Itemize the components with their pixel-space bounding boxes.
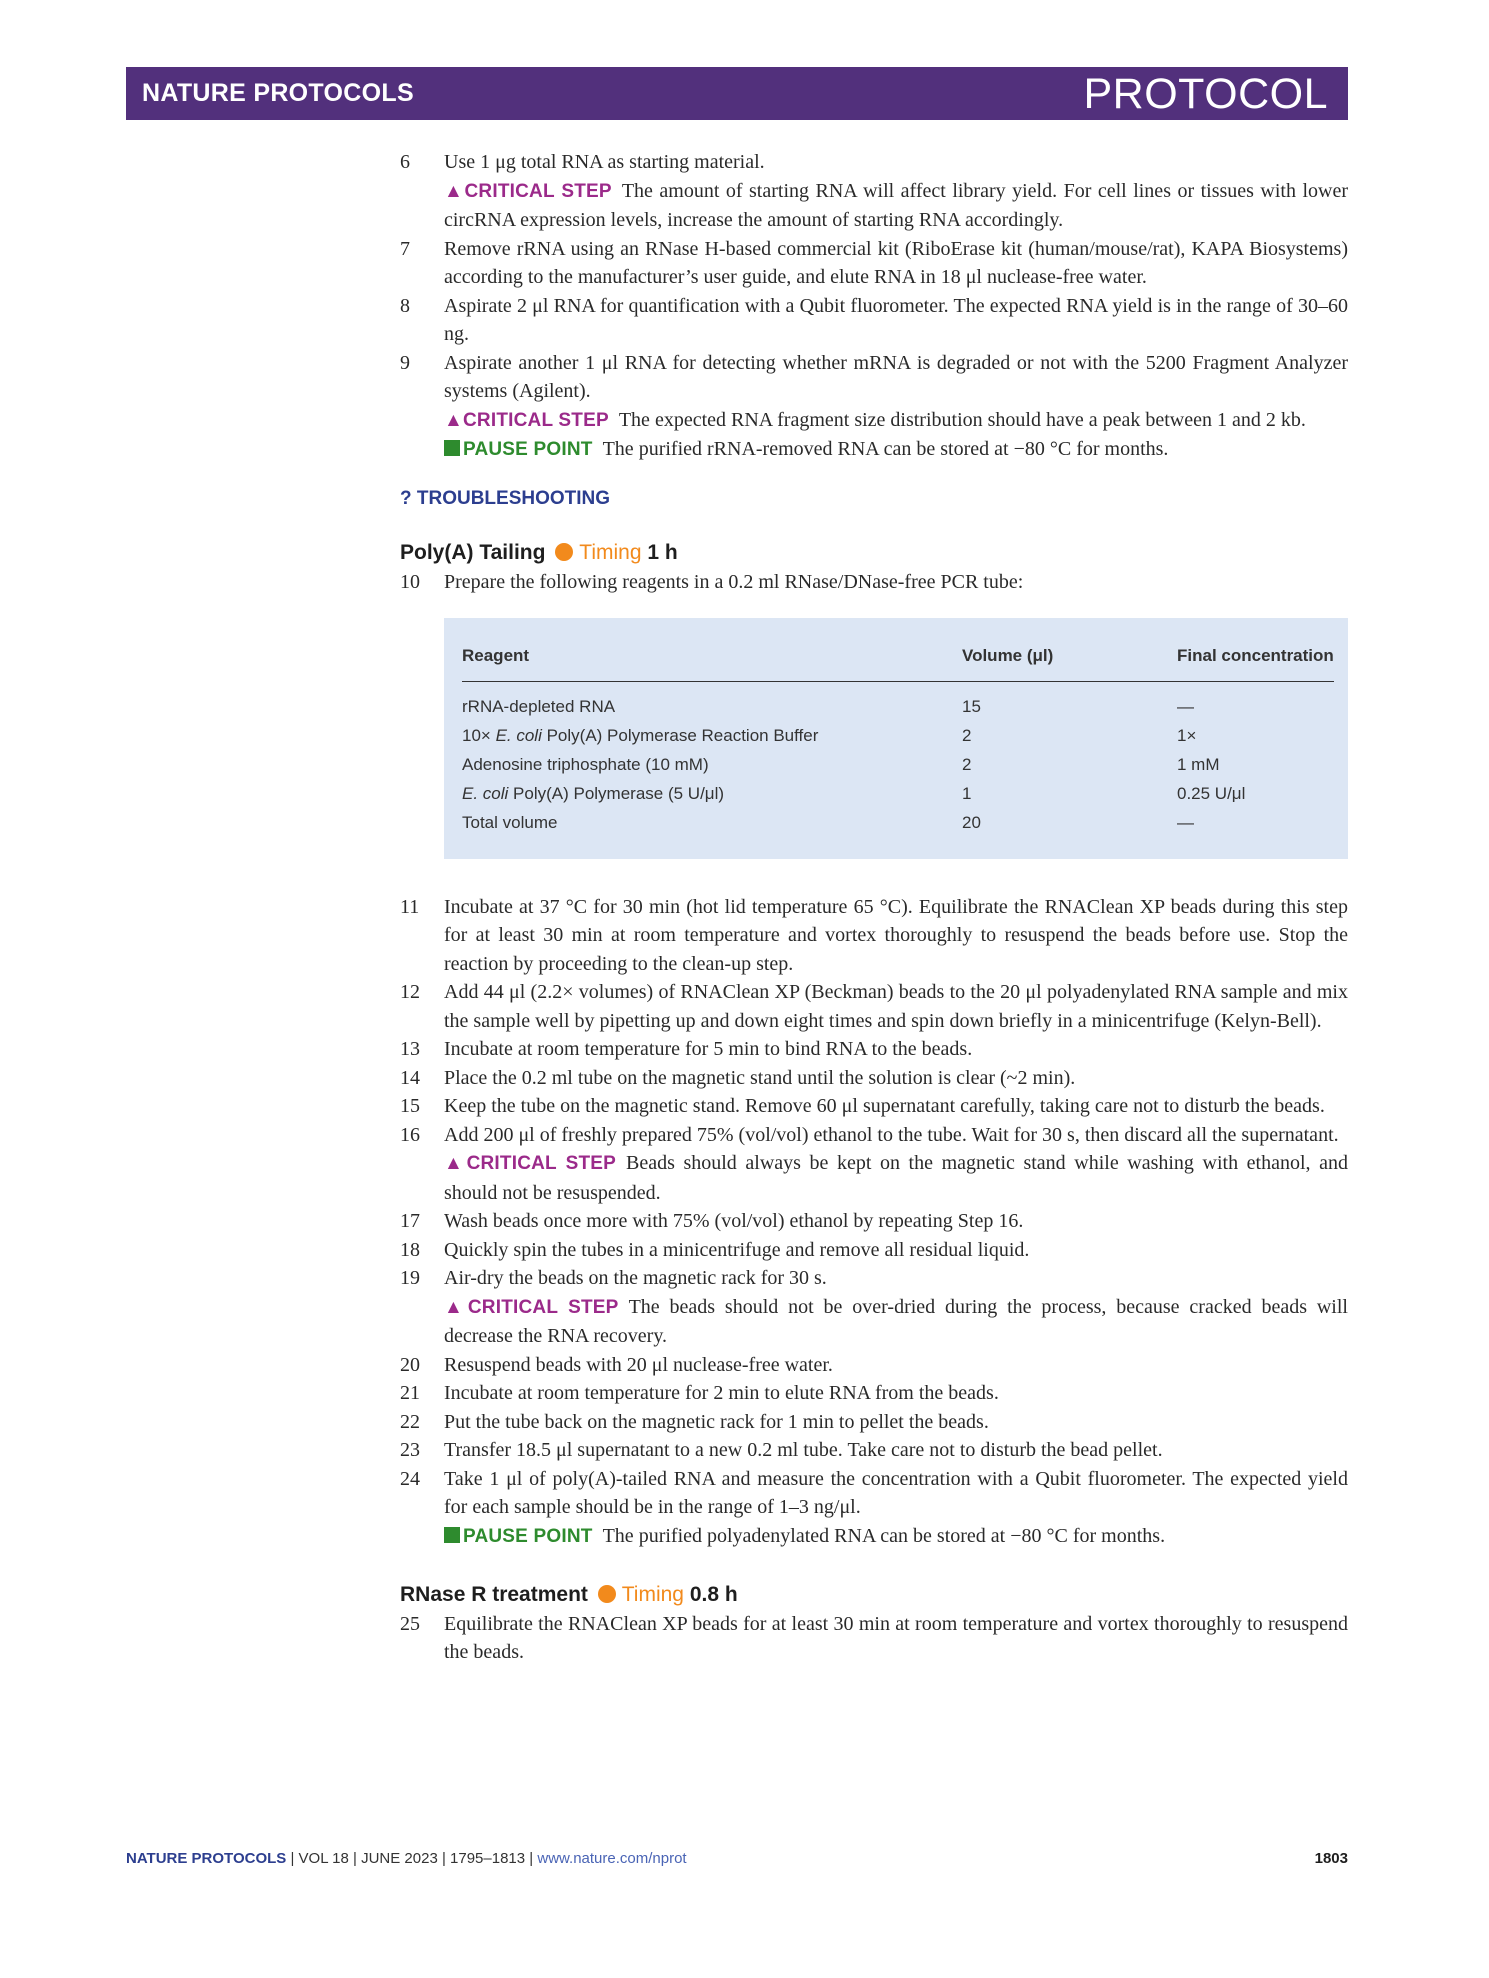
warning-triangle-icon: ▲: [444, 409, 464, 431]
final-cell: 1×: [1177, 725, 1197, 745]
section-heading-polya: [400, 539, 1348, 568]
section-heading-rnase-r: [400, 1581, 1348, 1610]
main-content: [400, 148, 1348, 1667]
timing-label: Timing: [579, 541, 642, 564]
step-number: 21: [400, 1382, 420, 1404]
reagent-cell: E. coli Poly(A) Polymerase (5 U/μl): [462, 783, 725, 803]
step-number: 24: [400, 1467, 420, 1490]
final-cell: 1 mM: [1177, 754, 1220, 774]
column-header: Reagent: [462, 632, 962, 681]
step-text: Aspirate another 1 μl RNA for detecting whether mRNA is degraded or not with the 5200 Fragment Analyzer systems (Agilent).: [444, 351, 1348, 402]
step-number: 17: [400, 1210, 420, 1232]
footer-pages: 1795–1813: [450, 1850, 526, 1867]
step-7: [400, 235, 1348, 292]
step-20: [400, 1351, 1348, 1380]
step-14: [400, 1064, 1348, 1093]
step-number: 13: [400, 1038, 420, 1060]
critical-step-label: ▲CRITICAL STEP: [444, 409, 609, 431]
step-number: 25: [400, 1612, 420, 1635]
step-text: Resuspend beads with 20 μl nuclease-free water.: [444, 1353, 833, 1376]
step-text: Incubate at room temperature for 2 min to elute RNA from the beads.: [444, 1382, 999, 1404]
pause-point-label: PAUSE POINT: [444, 439, 593, 460]
reagent-cell: Adenosine triphosphate (10 mM): [462, 754, 709, 774]
step-number: 16: [400, 1123, 420, 1146]
step-text: Use 1 μg total RNA as starting material.: [444, 151, 765, 173]
step-text: Put the tube back on the magnetic rack for 1 min to pellet the beads.: [444, 1410, 989, 1433]
header-banner: [126, 67, 1348, 120]
timing-clock-icon: [555, 543, 573, 561]
section-title: Poly(A) Tailing: [400, 541, 546, 564]
step-number: 12: [400, 981, 420, 1003]
page-number: 1803: [1314, 1850, 1348, 1867]
step-number: 14: [400, 1066, 420, 1089]
warning-triangle-icon: ▲: [444, 1296, 468, 1318]
critical-step-label: ▲CRITICAL STEP: [444, 180, 612, 202]
step-10: [400, 568, 1348, 597]
step-text: Place the 0.2 ml tube on the magnetic stand until the solution is clear (~2 min).: [444, 1066, 1076, 1089]
pause-point-note: [400, 1522, 1348, 1552]
section-title: RNase R treatment: [400, 1583, 588, 1606]
final-cell: —: [1177, 812, 1194, 832]
column-header: Volume (μl): [962, 632, 1177, 681]
step-19: [400, 1264, 1348, 1293]
final-cell: —: [1177, 696, 1194, 716]
volume-cell: 15: [962, 696, 981, 716]
final-cell: 0.25 U/μl: [1177, 783, 1246, 803]
step-25: [400, 1610, 1348, 1667]
pause-point-label: PAUSE POINT: [444, 1526, 593, 1547]
step-text: Equilibrate the RNAClean XP beads for at least 30 min at room temperature and vortex thoroughly to resuspend the beads.: [444, 1612, 1348, 1663]
step-number: 10: [400, 570, 420, 593]
pause-square-icon: [444, 440, 460, 456]
volume-cell: 1: [962, 783, 972, 803]
step-number: 18: [400, 1238, 420, 1261]
step-text: Air-dry the beads on the magnetic rack for 30 s.: [444, 1267, 827, 1289]
volume-cell: 2: [962, 754, 972, 774]
step-12: [400, 978, 1348, 1035]
step-number: 15: [400, 1095, 420, 1117]
table-header-row: [462, 632, 1334, 681]
table-row: [462, 721, 1334, 750]
pause-point-note: [400, 435, 1348, 465]
critical-text: The beads should not be over-dried during the process, because cracked beads will decrease the RNA recovery.: [444, 1295, 1348, 1347]
table-row: [462, 750, 1334, 779]
column-header: Final concentration: [1177, 632, 1334, 681]
step-number: 20: [400, 1353, 420, 1376]
step-18: [400, 1236, 1348, 1265]
step-22: [400, 1408, 1348, 1437]
step-text: Incubate at 37 °C for 30 min (hot lid temperature 65 °C). Equilibrate the RNAClean XP beads during this step for at least 30 min at room temperature and vortex thoroughly to resuspend the beads before use. Stop the reaction by proceeding to the clean-up step.: [444, 895, 1348, 975]
step-number: 8: [400, 294, 410, 317]
timing-label: Timing: [621, 1583, 684, 1606]
troubleshooting-link[interactable]: ? TROUBLESHOOTING: [400, 487, 611, 509]
timing-clock-icon: [598, 1585, 616, 1603]
step-text: Remove rRNA using an RNase H-based commercial kit (RiboErase kit (human/mouse/rat), KAPA Biosystems) according to the manufacturer’s user guide, and elute RNA in 18 μl nuclease-free water.: [444, 237, 1348, 288]
critical-step-note: [400, 1293, 1348, 1351]
footer-date: JUNE 2023: [361, 1850, 438, 1867]
critical-text: The amount of starting RNA will affect library yield. For cell lines or tissues with lower circRNA expression levels, increase the amount of starting RNA accordingly.: [444, 179, 1348, 231]
footer-volume: VOL 18: [298, 1850, 349, 1867]
step-number: 9: [400, 351, 410, 374]
pause-text: The purified rRNA-removed RNA can be stored at −80 °C for months.: [602, 438, 1169, 460]
step-text: Aspirate 2 μl RNA for quantification with a Qubit fluorometer. The expected RNA yield is in the range of 30–60 ng.: [444, 294, 1348, 345]
step-number: 19: [400, 1267, 420, 1289]
reagent-cell: Total volume: [462, 812, 558, 832]
step-21: [400, 1379, 1348, 1408]
reagent-table: [444, 618, 1348, 859]
critical-step-note: [400, 406, 1348, 436]
step-23: [400, 1436, 1348, 1465]
step-17: [400, 1207, 1348, 1236]
step-13: [400, 1035, 1348, 1064]
step-15: [400, 1092, 1348, 1121]
pause-text: The purified polyadenylated RNA can be stored at −80 °C for months.: [602, 1524, 1166, 1547]
timing-value: 1 h: [647, 541, 678, 564]
critical-step-note: [400, 1149, 1348, 1207]
step-text: Keep the tube on the magnetic stand. Remove 60 μl supernatant carefully, taking care not to disturb the beads.: [444, 1095, 1325, 1117]
step-text: Add 200 μl of freshly prepared 75% (vol/vol) ethanol to the tube. Wait for 30 s, then discard all the supernatant.: [444, 1123, 1339, 1146]
step-6: [400, 148, 1348, 177]
step-number: 7: [400, 237, 410, 260]
volume-cell: 20: [962, 812, 981, 832]
warning-triangle-icon: ▲: [444, 1153, 467, 1174]
footer-journal: NATURE PROTOCOLS: [126, 1850, 287, 1867]
step-9: [400, 349, 1348, 406]
step-11: [400, 893, 1348, 979]
footer-url-link[interactable]: www.nature.com/nprot: [537, 1850, 687, 1867]
step-number: 22: [400, 1410, 420, 1433]
warning-triangle-icon: ▲: [444, 180, 465, 202]
timing-value: 0.8 h: [689, 1583, 738, 1606]
step-text: Add 44 μl (2.2× volumes) of RNAClean XP (Beckman) beads to the 20 μl polyadenylated RNA sample and mix the sample well by pipetting up and down eight times and spin down briefly in a minicentrifuge (Kelyn-Bell).: [444, 981, 1348, 1032]
table-row: [462, 681, 1334, 721]
step-24: [400, 1465, 1348, 1522]
step-8: [400, 292, 1348, 349]
reagent-cell: rRNA-depleted RNA: [462, 696, 616, 716]
critical-text: The expected RNA fragment size distribution should have a peak between 1 and 2 kb.: [618, 408, 1306, 431]
pause-square-icon: [444, 1527, 460, 1543]
critical-step-label: ▲CRITICAL STEP: [444, 1153, 616, 1174]
page-footer: NATURE PROTOCOLS | VOL 18 | JUNE 2023 | 1795–1813 | www.nature.com/nprot 1803: [126, 1850, 1348, 1867]
step-text: Take 1 μl of poly(A)-tailed RNA and measure the concentration with a Qubit fluorometer. The expected yield for each sample should be in the range of 1–3 ng/μl.: [444, 1467, 1348, 1518]
table-row: [462, 808, 1334, 837]
step-number: 6: [400, 151, 410, 173]
step-16: [400, 1121, 1348, 1150]
step-text: Transfer 18.5 μl supernatant to a new 0.2 ml tube. Take care not to disturb the bead pellet.: [444, 1439, 1163, 1461]
journal-name: NATURE PROTOCOLS: [142, 79, 414, 107]
step-text: Prepare the following reagents in a 0.2 ml RNase/DNase-free PCR tube:: [444, 570, 1024, 593]
critical-step-note: [400, 177, 1348, 235]
article-type: PROTOCOL: [1083, 70, 1328, 118]
reagent-cell: 10× E. coli Poly(A) Polymerase Reaction Buffer: [462, 725, 819, 745]
critical-text: Beads should always be kept on the magnetic stand while washing with ethanol, and should not be resuspended.: [444, 1152, 1348, 1204]
step-number: 11: [400, 895, 420, 918]
step-number: 23: [400, 1439, 420, 1461]
step-text: Quickly spin the tubes in a minicentrifuge and remove all residual liquid.: [444, 1238, 1030, 1261]
step-text: Wash beads once more with 75% (vol/vol) ethanol by repeating Step 16.: [444, 1210, 1024, 1232]
table-row: [462, 779, 1334, 808]
step-text: Incubate at room temperature for 5 min to bind RNA to the beads.: [444, 1038, 973, 1060]
critical-step-label: ▲CRITICAL STEP: [444, 1296, 619, 1318]
volume-cell: 2: [962, 725, 972, 745]
